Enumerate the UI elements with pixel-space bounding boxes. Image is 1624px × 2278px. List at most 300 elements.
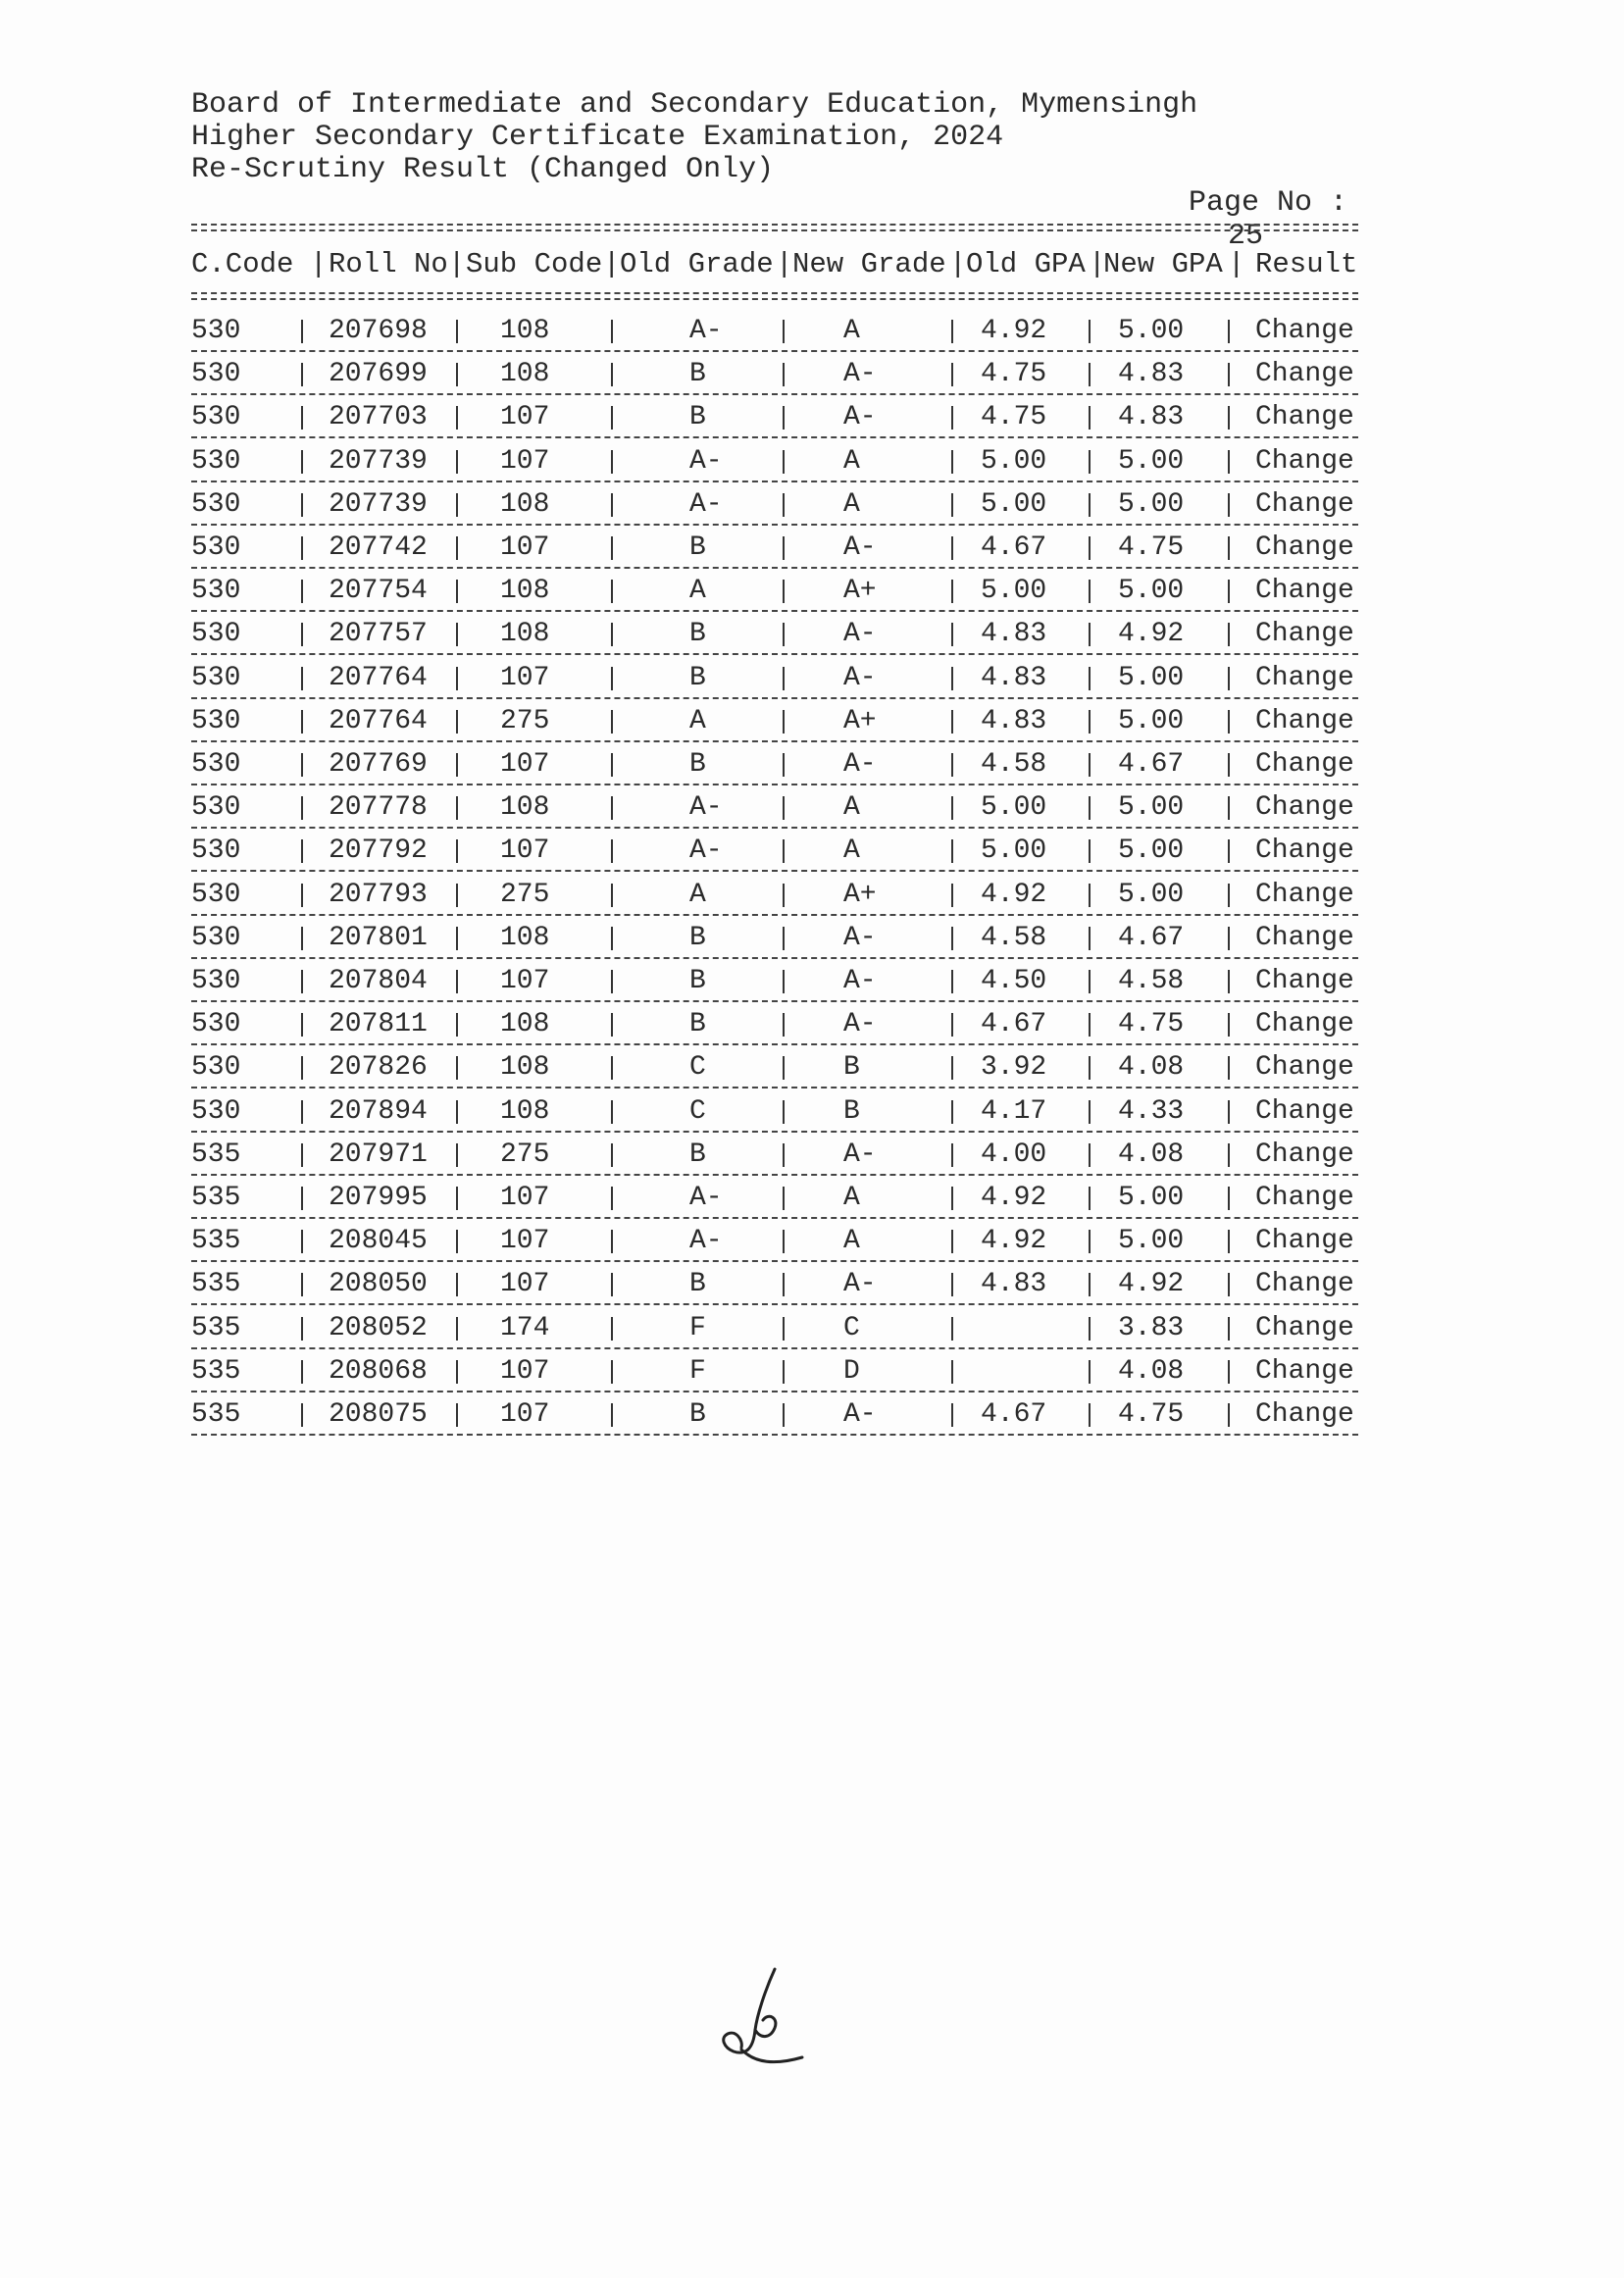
cell-oldgpa: 5.00 — [981, 792, 1047, 824]
column-separator — [783, 450, 785, 474]
column-separator — [611, 580, 613, 603]
column-separator — [1228, 1100, 1230, 1124]
cell-newgpa: 4.08 — [1118, 1355, 1185, 1387]
cell-roll: 207742 — [329, 532, 428, 563]
cell-ccode: 535 — [191, 1226, 241, 1257]
column-separator — [301, 796, 303, 820]
cell-roll: 207792 — [329, 835, 428, 867]
cell-ccode: 530 — [191, 402, 241, 433]
column-separator — [951, 753, 953, 777]
cell-result: Change — [1255, 1312, 1354, 1343]
cell-oldgrade: F — [689, 1312, 706, 1343]
col-header-sep: | — [1228, 248, 1245, 280]
cell-roll: 207971 — [329, 1139, 428, 1170]
cell-subcode: 108 — [500, 1095, 550, 1127]
cell-roll: 207793 — [329, 879, 428, 910]
column-separator — [456, 320, 458, 343]
column-header-row — [191, 245, 1363, 284]
cell-oldgpa: 4.00 — [981, 1139, 1047, 1170]
cell-newgpa: 3.83 — [1118, 1312, 1185, 1343]
column-separator — [611, 884, 613, 907]
column-separator — [611, 1100, 613, 1124]
cell-oldgrade: B — [689, 966, 706, 996]
column-separator — [456, 406, 458, 430]
column-separator — [1228, 450, 1230, 474]
cell-newgrade: A+ — [843, 879, 877, 910]
cell-newgrade: A- — [843, 1269, 877, 1300]
cell-oldgpa: 4.67 — [981, 1399, 1047, 1430]
page-number: 25 — [1228, 220, 1264, 253]
column-separator — [301, 839, 303, 863]
column-separator — [456, 1317, 458, 1341]
row-divider — [191, 957, 1358, 959]
cell-result: Change — [1255, 835, 1354, 867]
column-separator — [783, 1230, 785, 1253]
column-separator — [301, 493, 303, 517]
row-divider — [191, 567, 1358, 569]
cell-newgrade: A- — [843, 1399, 877, 1430]
cell-oldgpa: 5.00 — [981, 445, 1047, 477]
cell-roll: 207754 — [329, 576, 428, 607]
cell-roll: 207778 — [329, 792, 428, 824]
column-separator — [951, 363, 953, 386]
cell-oldgrade: F — [689, 1355, 706, 1387]
column-separator — [783, 839, 785, 863]
column-separator — [1089, 1187, 1091, 1210]
column-separator — [301, 1273, 303, 1296]
cell-subcode: 108 — [500, 316, 550, 346]
cell-oldgpa: 4.58 — [981, 749, 1047, 780]
column-separator — [301, 623, 303, 646]
column-separator — [783, 1317, 785, 1341]
column-separator — [1089, 1013, 1091, 1037]
cell-newgrade: A- — [843, 402, 877, 433]
cell-ccode: 530 — [191, 922, 241, 953]
cell-roll: 207757 — [329, 619, 428, 650]
cell-roll: 207769 — [329, 749, 428, 780]
cell-oldgrade: A — [689, 705, 706, 736]
column-separator — [1228, 363, 1230, 386]
exam-title: Higher Secondary Certificate Examination, 2024 — [191, 121, 1004, 154]
cell-subcode: 107 — [500, 966, 550, 996]
cell-result: Change — [1255, 1009, 1354, 1040]
column-separator — [301, 1013, 303, 1037]
column-separator — [1089, 884, 1091, 907]
cell-ccode: 530 — [191, 879, 241, 910]
cell-newgrade: A- — [843, 922, 877, 953]
cell-result: Change — [1255, 749, 1354, 780]
cell-ccode: 530 — [191, 1095, 241, 1127]
cell-result: Change — [1255, 966, 1354, 996]
header-bottom-rule — [191, 292, 1358, 300]
column-separator — [1228, 710, 1230, 734]
cell-subcode: 107 — [500, 662, 550, 693]
cell-oldgrade: B — [689, 1399, 706, 1430]
cell-subcode: 107 — [500, 1355, 550, 1387]
cell-newgpa: 5.00 — [1118, 316, 1185, 346]
cell-oldgrade: B — [689, 662, 706, 693]
row-divider — [191, 1087, 1358, 1088]
column-separator — [783, 320, 785, 343]
column-separator — [951, 1273, 953, 1296]
cell-ccode: 530 — [191, 662, 241, 693]
cell-roll: 208050 — [329, 1269, 428, 1300]
column-separator — [1089, 450, 1091, 474]
column-separator — [783, 1143, 785, 1167]
cell-oldgrade: B — [689, 922, 706, 953]
column-separator — [301, 1056, 303, 1080]
column-separator — [456, 1013, 458, 1037]
column-separator — [611, 406, 613, 430]
column-separator — [1228, 1187, 1230, 1210]
cell-newgpa: 4.33 — [1118, 1095, 1185, 1127]
cell-ccode: 530 — [191, 835, 241, 867]
row-divider — [191, 697, 1358, 699]
column-separator — [301, 884, 303, 907]
column-separator — [611, 1013, 613, 1037]
cell-subcode: 275 — [500, 705, 550, 736]
column-separator — [951, 1403, 953, 1427]
column-separator — [1089, 753, 1091, 777]
cell-newgpa: 4.08 — [1118, 1052, 1185, 1084]
column-separator — [301, 927, 303, 950]
column-separator — [1089, 1056, 1091, 1080]
row-divider — [191, 784, 1358, 785]
column-separator — [611, 450, 613, 474]
cell-newgpa: 4.67 — [1118, 749, 1185, 780]
col-header-roll: Roll No — [329, 248, 448, 280]
cell-subcode: 107 — [500, 749, 550, 780]
cell-ccode: 530 — [191, 749, 241, 780]
cell-subcode: 107 — [500, 1399, 550, 1430]
cell-result: Change — [1255, 1095, 1354, 1127]
column-separator — [783, 493, 785, 517]
cell-newgrade: D — [843, 1355, 860, 1387]
col-header-newgpa: New GPA — [1103, 248, 1223, 280]
table-row — [191, 398, 1363, 437]
col-header-sep: | — [603, 248, 621, 280]
column-separator — [1089, 363, 1091, 386]
row-divider — [191, 1260, 1358, 1262]
column-separator — [1089, 1403, 1091, 1427]
column-separator — [611, 536, 613, 560]
column-separator — [611, 1403, 613, 1427]
col-header-sep: | — [949, 248, 967, 280]
cell-result: Change — [1255, 1355, 1354, 1387]
cell-oldgpa: 4.75 — [981, 402, 1047, 433]
cell-subcode: 108 — [500, 488, 550, 520]
row-divider — [191, 1131, 1358, 1133]
cell-newgpa: 4.08 — [1118, 1139, 1185, 1170]
col-header-result: Result — [1255, 248, 1358, 280]
row-divider — [191, 827, 1358, 829]
cell-newgpa: 5.00 — [1118, 879, 1185, 910]
cell-newgrade: A — [843, 792, 860, 824]
cell-roll: 208052 — [329, 1312, 428, 1343]
column-separator — [301, 536, 303, 560]
cell-oldgrade: B — [689, 402, 706, 433]
row-divider — [191, 914, 1358, 916]
column-separator — [783, 1100, 785, 1124]
column-separator — [951, 320, 953, 343]
column-separator — [1089, 1230, 1091, 1253]
column-separator — [783, 536, 785, 560]
row-divider — [191, 1434, 1358, 1436]
cell-newgrade: A- — [843, 359, 877, 390]
column-separator — [611, 320, 613, 343]
row-divider — [191, 481, 1358, 482]
cell-newgrade: B — [843, 1095, 860, 1127]
board-name: Board of Intermediate and Secondary Education, Mymensingh — [191, 88, 1198, 122]
cell-result: Change — [1255, 316, 1354, 346]
cell-newgpa: 4.58 — [1118, 966, 1185, 996]
cell-subcode: 107 — [500, 1269, 550, 1300]
cell-oldgrade: A- — [689, 1226, 723, 1257]
col-header-ccode: C.Code — [191, 248, 294, 280]
cell-oldgrade: A — [689, 576, 706, 607]
row-divider — [191, 1000, 1358, 1002]
column-separator — [951, 1056, 953, 1080]
column-separator — [951, 710, 953, 734]
cell-roll: 208075 — [329, 1399, 428, 1430]
cell-subcode: 108 — [500, 792, 550, 824]
column-separator — [1089, 927, 1091, 950]
cell-result: Change — [1255, 488, 1354, 520]
cell-newgrade: A- — [843, 966, 877, 996]
col-header-sep: | — [1089, 248, 1106, 280]
cell-newgpa: 5.00 — [1118, 792, 1185, 824]
page-number-label: Page No : — [1189, 186, 1348, 220]
cell-roll: 207801 — [329, 922, 428, 953]
cell-result: Change — [1255, 445, 1354, 477]
cell-ccode: 530 — [191, 1052, 241, 1084]
cell-oldgpa: 4.50 — [981, 966, 1047, 996]
column-separator — [1089, 1100, 1091, 1124]
col-header-sep: | — [448, 248, 466, 280]
cell-ccode: 535 — [191, 1183, 241, 1213]
col-header-subcode: Sub Code — [466, 248, 603, 280]
cell-newgpa: 4.75 — [1118, 1399, 1185, 1430]
cell-result: Change — [1255, 1183, 1354, 1213]
column-separator — [783, 406, 785, 430]
cell-roll: 208068 — [329, 1355, 428, 1387]
column-separator — [783, 970, 785, 993]
column-separator — [1089, 1273, 1091, 1296]
column-separator — [456, 753, 458, 777]
row-divider — [191, 740, 1358, 742]
table-row — [191, 832, 1363, 871]
cell-subcode: 275 — [500, 1139, 550, 1170]
cell-ccode: 535 — [191, 1139, 241, 1170]
column-separator — [456, 493, 458, 517]
column-separator — [1089, 580, 1091, 603]
table-row — [191, 1048, 1363, 1088]
cell-oldgpa: 4.75 — [981, 359, 1047, 390]
cell-oldgpa: 4.92 — [981, 316, 1047, 346]
column-separator — [951, 839, 953, 863]
column-separator — [1228, 884, 1230, 907]
cell-newgrade: A — [843, 488, 860, 520]
column-separator — [783, 1360, 785, 1384]
table-row — [191, 659, 1363, 698]
table-row — [191, 355, 1363, 394]
column-separator — [783, 884, 785, 907]
cell-newgrade: A — [843, 445, 860, 477]
cell-subcode: 108 — [500, 619, 550, 650]
cell-newgrade: A — [843, 316, 860, 346]
cell-oldgpa: 4.83 — [981, 1269, 1047, 1300]
column-separator — [951, 623, 953, 646]
column-separator — [1089, 1317, 1091, 1341]
cell-newgpa: 4.67 — [1118, 922, 1185, 953]
column-separator — [301, 406, 303, 430]
cell-oldgrade: B — [689, 1009, 706, 1040]
cell-ccode: 530 — [191, 576, 241, 607]
row-divider — [191, 1391, 1358, 1392]
table-row — [191, 529, 1363, 568]
row-divider — [191, 1174, 1358, 1176]
cell-subcode: 108 — [500, 359, 550, 390]
column-separator — [611, 363, 613, 386]
cell-roll: 207894 — [329, 1095, 428, 1127]
table-row — [191, 1222, 1363, 1261]
column-separator — [456, 1360, 458, 1384]
cell-oldgpa: 4.92 — [981, 879, 1047, 910]
cell-result: Change — [1255, 792, 1354, 824]
cell-result: Change — [1255, 879, 1354, 910]
cell-newgpa: 5.00 — [1118, 1226, 1185, 1257]
cell-oldgrade: B — [689, 532, 706, 563]
table-row — [191, 745, 1363, 785]
cell-newgrade: A- — [843, 662, 877, 693]
cell-oldgrade: A- — [689, 835, 723, 867]
column-separator — [1089, 623, 1091, 646]
column-separator — [456, 796, 458, 820]
table-row — [191, 485, 1363, 525]
column-separator — [783, 927, 785, 950]
column-separator — [951, 1230, 953, 1253]
cell-subcode: 107 — [500, 402, 550, 433]
row-divider — [191, 350, 1358, 352]
cell-roll: 207739 — [329, 445, 428, 477]
cell-newgpa: 5.00 — [1118, 488, 1185, 520]
column-separator — [951, 493, 953, 517]
cell-result: Change — [1255, 1139, 1354, 1170]
column-separator — [1089, 710, 1091, 734]
cell-oldgrade: A- — [689, 1183, 723, 1213]
table-row — [191, 572, 1363, 611]
column-separator — [456, 1230, 458, 1253]
table-row — [191, 615, 1363, 654]
cell-newgpa: 4.92 — [1118, 619, 1185, 650]
cell-newgrade: A- — [843, 619, 877, 650]
column-separator — [456, 884, 458, 907]
column-separator — [301, 1230, 303, 1253]
cell-newgpa: 5.00 — [1118, 705, 1185, 736]
cell-result: Change — [1255, 1269, 1354, 1300]
table-row — [191, 1092, 1363, 1132]
cell-result: Change — [1255, 402, 1354, 433]
column-separator — [301, 1100, 303, 1124]
table-row — [191, 702, 1363, 741]
cell-subcode: 108 — [500, 922, 550, 953]
cell-roll: 207764 — [329, 705, 428, 736]
cell-oldgpa: 4.67 — [981, 1009, 1047, 1040]
column-separator — [1089, 406, 1091, 430]
column-separator — [1228, 1056, 1230, 1080]
row-divider — [191, 1347, 1358, 1349]
column-separator — [1228, 493, 1230, 517]
cell-newgrade: A — [843, 1226, 860, 1257]
cell-newgpa: 5.00 — [1118, 662, 1185, 693]
cell-ccode: 535 — [191, 1355, 241, 1387]
column-separator — [1228, 1360, 1230, 1384]
row-divider — [191, 1217, 1358, 1219]
column-separator — [456, 363, 458, 386]
cell-result: Change — [1255, 705, 1354, 736]
cell-newgpa: 4.92 — [1118, 1269, 1185, 1300]
column-separator — [1228, 1273, 1230, 1296]
cell-oldgpa: 4.83 — [981, 662, 1047, 693]
cell-oldgpa: 4.92 — [981, 1183, 1047, 1213]
cell-ccode: 535 — [191, 1312, 241, 1343]
cell-subcode: 107 — [500, 1183, 550, 1213]
column-separator — [1228, 1403, 1230, 1427]
row-divider — [191, 436, 1358, 438]
table-row — [191, 1352, 1363, 1392]
cell-subcode: 108 — [500, 576, 550, 607]
table-row — [191, 1395, 1363, 1435]
column-separator — [951, 1143, 953, 1167]
table-row — [191, 1265, 1363, 1304]
column-separator — [456, 1273, 458, 1296]
column-separator — [611, 623, 613, 646]
column-separator — [1228, 536, 1230, 560]
column-separator — [456, 1187, 458, 1210]
cell-newgrade: A- — [843, 749, 877, 780]
column-separator — [783, 1013, 785, 1037]
table-row — [191, 919, 1363, 958]
column-separator — [1089, 839, 1091, 863]
cell-roll: 207811 — [329, 1009, 428, 1040]
column-separator — [951, 1360, 953, 1384]
cell-oldgrade: C — [689, 1052, 706, 1084]
cell-oldgpa: 5.00 — [981, 835, 1047, 867]
cell-oldgrade: B — [689, 619, 706, 650]
table-row — [191, 876, 1363, 915]
column-separator — [951, 580, 953, 603]
column-separator — [301, 667, 303, 690]
column-separator — [951, 1187, 953, 1210]
column-separator — [301, 1143, 303, 1167]
cell-subcode: 108 — [500, 1052, 550, 1084]
column-separator — [951, 1317, 953, 1341]
column-separator — [951, 970, 953, 993]
column-separator — [611, 1056, 613, 1080]
column-separator — [1089, 1143, 1091, 1167]
column-separator — [783, 623, 785, 646]
cell-ccode: 530 — [191, 705, 241, 736]
column-separator — [783, 363, 785, 386]
column-separator — [456, 970, 458, 993]
cell-newgpa: 4.75 — [1118, 532, 1185, 563]
column-separator — [456, 927, 458, 950]
col-header-sep: | — [776, 248, 793, 280]
cell-oldgpa: 4.58 — [981, 922, 1047, 953]
cell-result: Change — [1255, 359, 1354, 390]
column-separator — [611, 1187, 613, 1210]
cell-subcode: 107 — [500, 835, 550, 867]
